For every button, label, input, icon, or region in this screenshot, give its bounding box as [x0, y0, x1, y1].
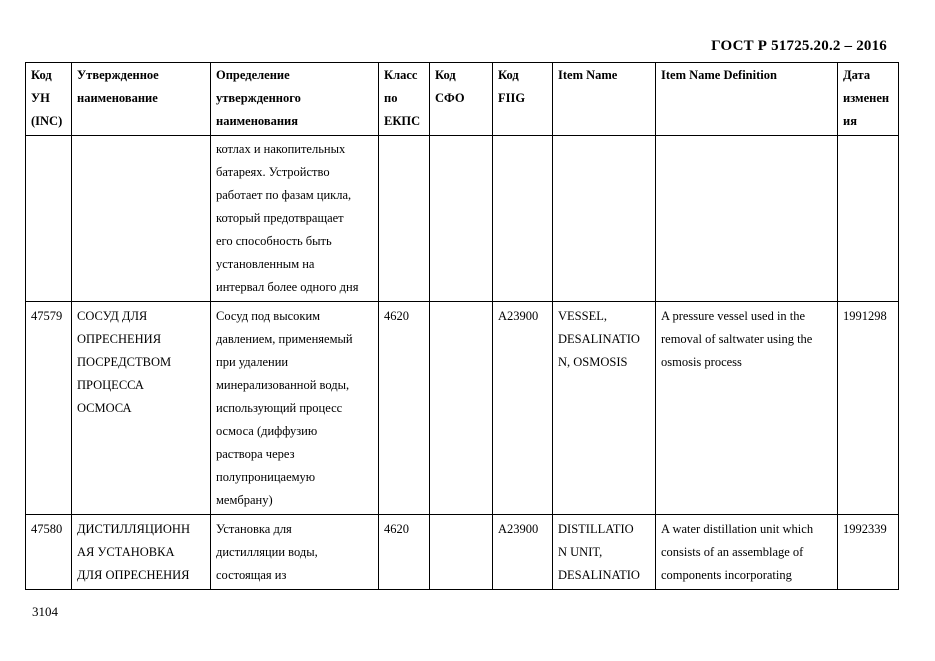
cell-date: 1991298: [838, 302, 899, 515]
cell-item-name: VESSEL, DESALINATIO N, OSMOSIS: [553, 302, 656, 515]
cell-name: [72, 136, 211, 302]
catalog-table: [25, 62, 899, 590]
cell-item-definition: A water distillation unit which consists of an assemblage of components incorporating: [656, 515, 838, 590]
cell-date: [838, 136, 899, 302]
cell-item-definition: A pressure vessel used in the removal of saltwater using the osmosis process: [656, 302, 838, 515]
header-approved-name: Утвержденное наименование: [72, 63, 211, 136]
header-item-name: Item Name: [553, 63, 656, 136]
cell-definition: Установка для дистилляции воды, состоящая из: [211, 515, 379, 590]
cell-class: 4620: [379, 515, 430, 590]
header-class: Класс по ЕКПС: [379, 63, 430, 136]
header-fiig-code: Код FIIG: [493, 63, 553, 136]
header-change-date: Дата изменен ия: [838, 63, 899, 136]
header-item-name-definition: Item Name Definition: [656, 63, 838, 136]
cell-date: 1992339: [838, 515, 899, 590]
cell-fiig: A23900: [493, 302, 553, 515]
cell-class: [379, 136, 430, 302]
cell-item-definition: [656, 136, 838, 302]
header-definition: Определение утвержденного наименования: [211, 63, 379, 136]
cell-sfo: [430, 302, 493, 515]
cell-code: [26, 136, 72, 302]
cell-definition: Сосуд под высоким давлением, применяемый при удалении минерализованной воды, использующий процесс осмоса (диффузию раствора через полупроницаемую мембрану): [211, 302, 379, 515]
cell-name: ДИСТИЛЛЯЦИОНН АЯ УСТАНОВКА ДЛЯ ОПРЕСНЕНИЯ: [72, 515, 211, 590]
cell-item-name: DISTILLATIO N UNIT, DESALINATIO: [553, 515, 656, 590]
cell-sfo: [430, 136, 493, 302]
cell-code: 47579: [26, 302, 72, 515]
table-row: [26, 515, 899, 590]
page-number: 3104: [32, 604, 58, 619]
header-row: [26, 63, 899, 136]
cell-fiig: A23900: [493, 515, 553, 590]
header-sfo-code: Код СФО: [430, 63, 493, 136]
cell-sfo: [430, 515, 493, 590]
cell-definition: котлах и накопительных батареях. Устройство работает по фазам цикла, который предотвращает его способность быть установленным на интервал более одного дня: [211, 136, 379, 302]
cell-code: 47580: [26, 515, 72, 590]
cell-class: 4620: [379, 302, 430, 515]
table-row: [26, 302, 899, 515]
table-row-continued: [26, 136, 899, 302]
standard-designation: ГОСТ Р 51725.20.2 – 2016: [711, 38, 887, 54]
cell-item-name: [553, 136, 656, 302]
cell-fiig: [493, 136, 553, 302]
cell-name: СОСУД ДЛЯ ОПРЕСНЕНИЯ ПОСРЕДСТВОМ ПРОЦЕССА ОСМОСА: [72, 302, 211, 515]
header-inc-code: Код УН (INC): [26, 63, 72, 136]
